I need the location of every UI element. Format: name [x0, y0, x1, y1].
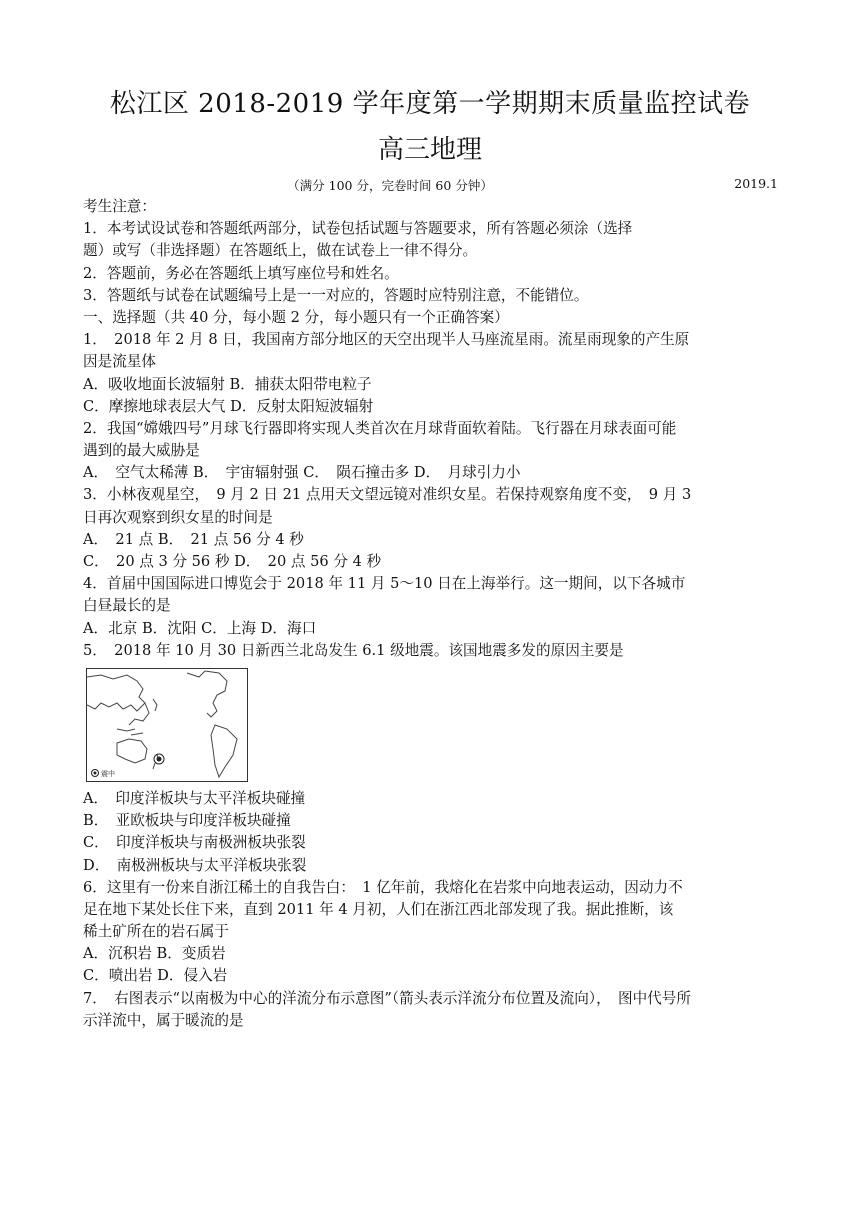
map-legend-label: 震中	[101, 769, 115, 778]
q6-options-b: C．喷出岩 D．侵入岩	[83, 967, 228, 985]
q6-options-a: A．沉积岩 B．变质岩	[83, 945, 226, 963]
q1-stem-a: 1． 2018 年 2 月 8 日，我国南方部分地区的天空出现半人马座流星雨。流星雨现象的产生原	[83, 331, 690, 349]
alaska-outline	[187, 671, 205, 677]
exam-date: 2019.1	[734, 176, 778, 191]
legend-marker-dot	[94, 771, 97, 774]
australia-outline	[117, 739, 147, 763]
exam-subject: 高三地理	[377, 135, 482, 165]
q2-stem-b: 遇到的最大威胁是	[83, 442, 200, 460]
exam-meta-row	[0, 176, 860, 194]
q6-stem-a: 6．这里有一份来自浙江稀土的自我告白： 1 亿年前，我熔化在岩浆中向地表运动，因动力不	[83, 878, 683, 896]
exam-title: 松江区 2018-2019 学年度第一学期期末质量监控试卷	[109, 89, 751, 119]
q7-stem-a: 7． 右图表示“以南极为中心的洋流分布示意图”（箭头表示洋流分布位置及流向）， 图中代号所	[83, 989, 691, 1007]
q4-stem-a: 4．首届中国国际进口博览会于 2018 年 11 月 5～10 日在上海举行。这一期间，以下各城市	[83, 575, 686, 593]
notice-item-1a: 1．本考试设试卷和答题纸两部分，试卷包括试题与答题要求，所有答题必须涂（选择	[83, 220, 633, 238]
q6-stem-b: 足在地下某处长住下来，直到 2011 年 4 月初，人们在浙江西北部发现了我。据此推断，该	[83, 900, 674, 918]
notice-heading: 考生注意：	[83, 198, 156, 215]
q3-options-a: A． 21 点 B． 21 点 56 分 4 秒	[83, 530, 304, 548]
japan-outline	[153, 699, 157, 711]
q5-option-a: A． 印度洋板块与太平洋板块碰撞	[83, 789, 306, 807]
exam-body	[83, 196, 783, 1032]
q3-options-b: C． 20 点 3 分 56 秒 D． 20 点 56 分 4 秒	[83, 553, 382, 570]
north-america-outline	[205, 671, 227, 717]
pacific-map	[86, 668, 248, 782]
q6-stem-c: 稀土矿所在的岩石属于	[83, 923, 229, 941]
section-heading: 一、选择题（共 40 分，每小题 2 分，每小题只有一个正确答案）	[83, 308, 509, 326]
notice-item-1b: 题）或写（非选择题）在答题纸上，做在试卷上一律不得分。	[83, 242, 478, 260]
q5-option-b: B． 亚欧板块与印度洋板块碰撞	[83, 812, 291, 830]
q5-stem: 5． 2018 年 10 月 30 日新西兰北岛发生 6.1 级地震。该国地震多发的原因主要是	[83, 641, 624, 659]
south-america-outline	[211, 725, 237, 777]
pacific-map-svg	[87, 669, 247, 781]
epicenter-marker-inner	[157, 756, 162, 761]
q3-stem-b: 日再次观察到织女星的时间是	[83, 508, 273, 526]
indonesia-outline	[117, 729, 143, 735]
q2-options: A． 空气太稀薄 B． 宇宙辐射强 C． 陨石撞击多 D． 月球引力小	[83, 464, 521, 482]
q5-option-c: C． 印度洋板块与南极洲板块张裂	[83, 834, 306, 852]
exam-info: （满分 100 分，完卷时间 60 分钟）	[287, 178, 493, 193]
q5-map-figure	[83, 662, 783, 788]
asia-outline	[87, 675, 145, 711]
q1-options-a: A．吸收地面长波辐射 B．捕获太阳带电粒子	[83, 375, 372, 393]
q1-options-b: C．摩擦地球表层大气 D．反射太阳短波辐射	[83, 397, 374, 415]
q7-stem-b: 示洋流中，属于暖流的是	[83, 1011, 244, 1029]
q5-option-d: D． 南极洲板块与太平洋板块张裂	[83, 856, 307, 874]
q3-stem-a: 3．小林夜观星空， 9 月 2 日 21 点用天文望远镜对准织女星。若保持观察角度不变， 9 月 3	[83, 486, 692, 504]
q4-options: A．北京 B．沈阳 C．上海 D．海口	[83, 619, 317, 637]
q2-stem-a: 2．我国“嫦娥四号”月球飞行器即将实现人类首次在月球背面软着陆。飞行器在月球表面可能	[83, 419, 677, 437]
q4-stem-b: 白昼最长的是	[83, 597, 171, 615]
notice-item-3: 3．答题纸与试卷在试题编号上是一一对应的，答题时应特别注意，不能错位。	[83, 286, 589, 304]
q1-stem-b: 因是流星体	[83, 353, 156, 371]
notice-item-2: 2．答题前，务必在答题纸上填写座位号和姓名。	[83, 264, 399, 282]
